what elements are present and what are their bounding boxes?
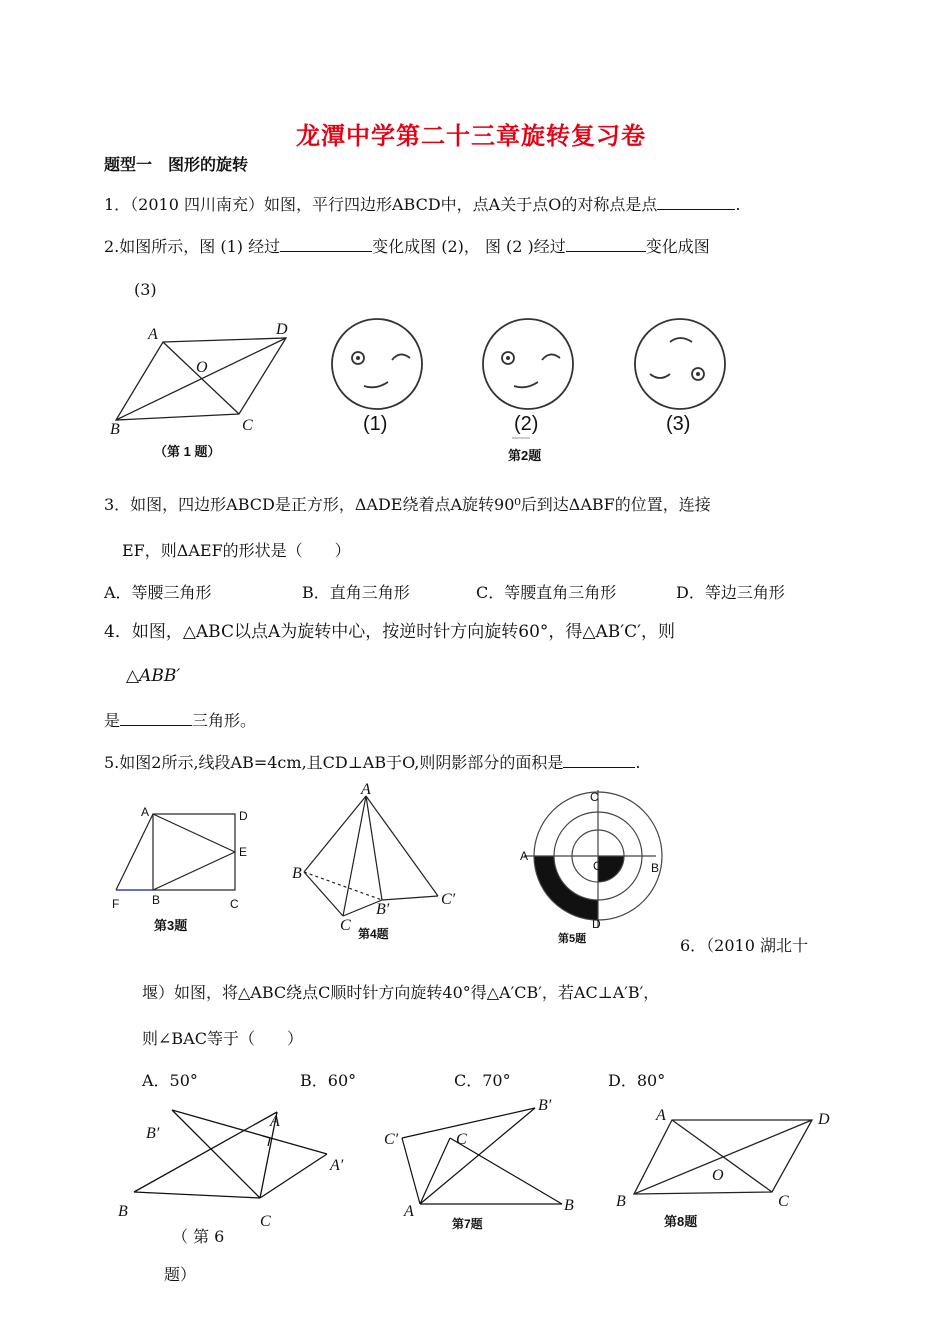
question-3-option-c[interactable]: C．等腰直角三角形 <box>476 583 617 602</box>
figure-2-faces <box>330 316 730 466</box>
question-4-line2: △ABB′ <box>126 666 181 686</box>
segment-bc <box>134 1192 260 1198</box>
question-5-end: . <box>635 753 641 772</box>
question-3-option-d[interactable]: D．等边三角形 <box>676 583 785 602</box>
label-c-prime: C′ <box>441 891 456 908</box>
caption-figure-5: 第5题 <box>558 933 587 945</box>
label-b-prime: B′ <box>538 1097 552 1114</box>
question-4-text-b: 三角形。 <box>192 711 257 730</box>
label-o: O <box>196 359 208 376</box>
question-6-option-d[interactable]: D．80° <box>608 1071 666 1090</box>
question-6-line1: 6．（2010 湖北十 <box>680 936 808 955</box>
face-2-label: (2) <box>514 413 539 435</box>
label-d: D <box>239 809 248 823</box>
segment-fa <box>116 814 153 890</box>
label-c: C <box>590 790 599 804</box>
question-6-option-b[interactable]: B．60° <box>300 1071 357 1090</box>
question-1-end: . <box>735 195 741 214</box>
answer-blank-2b[interactable] <box>566 237 646 252</box>
label-c: C <box>242 417 253 434</box>
question-5-text: 5.如图2所示,线段AB=4cm,且CD⊥AB于O,则阴影部分的面积是 <box>104 753 564 772</box>
segment-ae <box>153 814 235 852</box>
segment-cb <box>450 1138 562 1204</box>
segment-c-a-prime <box>260 1154 327 1198</box>
segment-ab-prime <box>366 796 382 900</box>
answer-blank-2a[interactable] <box>280 237 372 252</box>
answer-blank-1[interactable] <box>657 195 735 210</box>
label-o: O <box>712 1167 724 1184</box>
question-2-text-a: 2.如图所示，图 (1) 经过 <box>104 237 281 256</box>
right-angle-mark <box>263 1136 270 1146</box>
caption-figure-1: （第 1 题） <box>154 444 221 459</box>
face-3-pupil <box>696 372 700 376</box>
label-d: D <box>276 321 288 338</box>
caption-figure-8: 第8题 <box>664 1214 698 1229</box>
question-3-line2: EF，则ΔAEF的形状是（ ） <box>122 541 351 560</box>
label-c: C <box>230 897 239 911</box>
question-6-line2: 堰）如图，将△ABC绕点C顺时针方向旋转40°得△A′CB′，若AC⊥A′B′， <box>142 983 660 1002</box>
shaded-outer-region <box>534 856 598 920</box>
question-4-line3 <box>104 708 256 731</box>
segment-c-prime-b-prime <box>402 1108 535 1138</box>
label-b-prime: B′ <box>146 1125 160 1142</box>
face-1-outline <box>332 319 422 409</box>
segment-a-b-prime <box>420 1108 535 1204</box>
label-c: C <box>260 1213 271 1230</box>
face-3-outline <box>635 319 725 409</box>
face-3-mouth <box>670 338 692 342</box>
question-4-text-a: 是 <box>104 711 121 730</box>
segment-b-prime-c <box>172 1110 260 1198</box>
label-a: A <box>148 326 158 343</box>
question-1 <box>104 192 740 215</box>
question-2 <box>104 234 710 257</box>
label-c: C <box>778 1193 789 1210</box>
label-b: B <box>152 893 161 907</box>
label-b: B <box>292 865 302 882</box>
segment-ac-prime <box>366 796 438 896</box>
caption-figure-6-a: （ 第 6 <box>172 1227 225 1246</box>
label-b: B <box>616 1193 626 1210</box>
question-3-option-b[interactable]: B．直角三角形 <box>302 583 410 602</box>
answer-blank-4[interactable] <box>120 711 192 726</box>
face-2-outline <box>483 319 573 409</box>
caption-figure-7: 第7题 <box>452 1217 483 1231</box>
label-c-prime: C′ <box>384 1131 399 1148</box>
face-1-pupil <box>356 356 360 360</box>
segment-ac <box>343 796 366 916</box>
question-4-line1: 4．如图，△ABC以点A为旋转中心，按逆时针方向旋转60°，得△AB′C′，则 <box>104 622 675 642</box>
segment-be <box>153 852 235 890</box>
label-c: C <box>340 917 351 934</box>
face-1-label: (1) <box>363 413 388 435</box>
caption-figure-6-b: 题） <box>164 1265 197 1284</box>
figure-3-square <box>108 804 258 934</box>
label-b: B <box>651 861 660 875</box>
label-a: A <box>656 1107 666 1124</box>
question-2-line2: (3) <box>134 280 157 299</box>
question-3-option-a[interactable]: A．等腰三角形 <box>104 583 212 602</box>
figure-8-parallelogram <box>612 1100 842 1240</box>
label-d: D <box>592 917 601 931</box>
label-b: B <box>118 1203 128 1220</box>
figure-6-rotation <box>112 1106 362 1286</box>
face-2-mouth <box>514 382 538 387</box>
face-1-wink <box>392 354 410 360</box>
label-a: A <box>270 1113 280 1130</box>
question-6-option-c[interactable]: C．70° <box>454 1071 511 1090</box>
caption-figure-3: 第3题 <box>154 918 188 933</box>
label-a: A <box>520 849 529 863</box>
face-3-wink <box>650 374 670 378</box>
label-o: O <box>593 859 603 873</box>
square-abcd <box>153 814 235 890</box>
label-e: E <box>239 845 248 859</box>
label-b: B <box>110 421 120 438</box>
label-a-prime: A′ <box>330 1157 344 1174</box>
question-6-option-a[interactable]: A．50° <box>142 1071 198 1090</box>
page-title: 龙潭中学第二十三章旋转复习卷 <box>296 121 646 150</box>
figure-5-circles <box>516 786 676 946</box>
label-a: A <box>361 781 371 798</box>
segment-b-prime-a-prime <box>172 1110 327 1154</box>
label-a: A <box>404 1203 414 1220</box>
question-5 <box>104 750 640 773</box>
segment-ac <box>420 1138 450 1204</box>
face-2-wink <box>542 354 560 360</box>
label-f: F <box>112 897 120 911</box>
figure-7-rotation <box>380 1096 590 1236</box>
label-d: D <box>818 1111 830 1128</box>
question-2-text-b: 变化成图 (2)， 图 (2 )经过 <box>372 237 566 256</box>
label-a: A <box>141 805 150 819</box>
segment-ab <box>304 796 366 872</box>
caption-figure-2: 第2题 <box>508 448 542 463</box>
question-2-text-c: 变化成图 <box>645 237 710 256</box>
question-3-line1: 3．如图，四边形ABCD是正方形，ΔADE绕着点A旋转90⁰后到达ΔABF的位置，连接 <box>104 495 711 514</box>
label-c: C <box>456 1131 467 1148</box>
segment-c-prime-a <box>402 1138 420 1204</box>
face-2-pupil <box>506 356 510 360</box>
diagonal-ac <box>163 342 239 414</box>
question-1-text: 1．（2010 四川南充）如图，平行四边形ABCD中，点A关于点O的对称点是点 <box>104 195 658 214</box>
face-1-mouth <box>364 382 388 387</box>
label-b-prime: B′ <box>376 901 390 918</box>
caption-figure-4: 第4题 <box>358 927 389 941</box>
segment-ba <box>134 1112 277 1192</box>
question-6-line3: 则∠BAC等于（ ） <box>142 1029 303 1048</box>
segment-bc-prime <box>382 896 438 900</box>
face-3-label: (3) <box>666 413 691 435</box>
figure-4-rotation <box>286 781 466 944</box>
answer-blank-5[interactable] <box>563 753 635 768</box>
section-heading: 题型一 图形的旋转 <box>104 155 249 174</box>
figure-1-parallelogram <box>108 316 308 464</box>
label-b: B <box>564 1197 574 1214</box>
